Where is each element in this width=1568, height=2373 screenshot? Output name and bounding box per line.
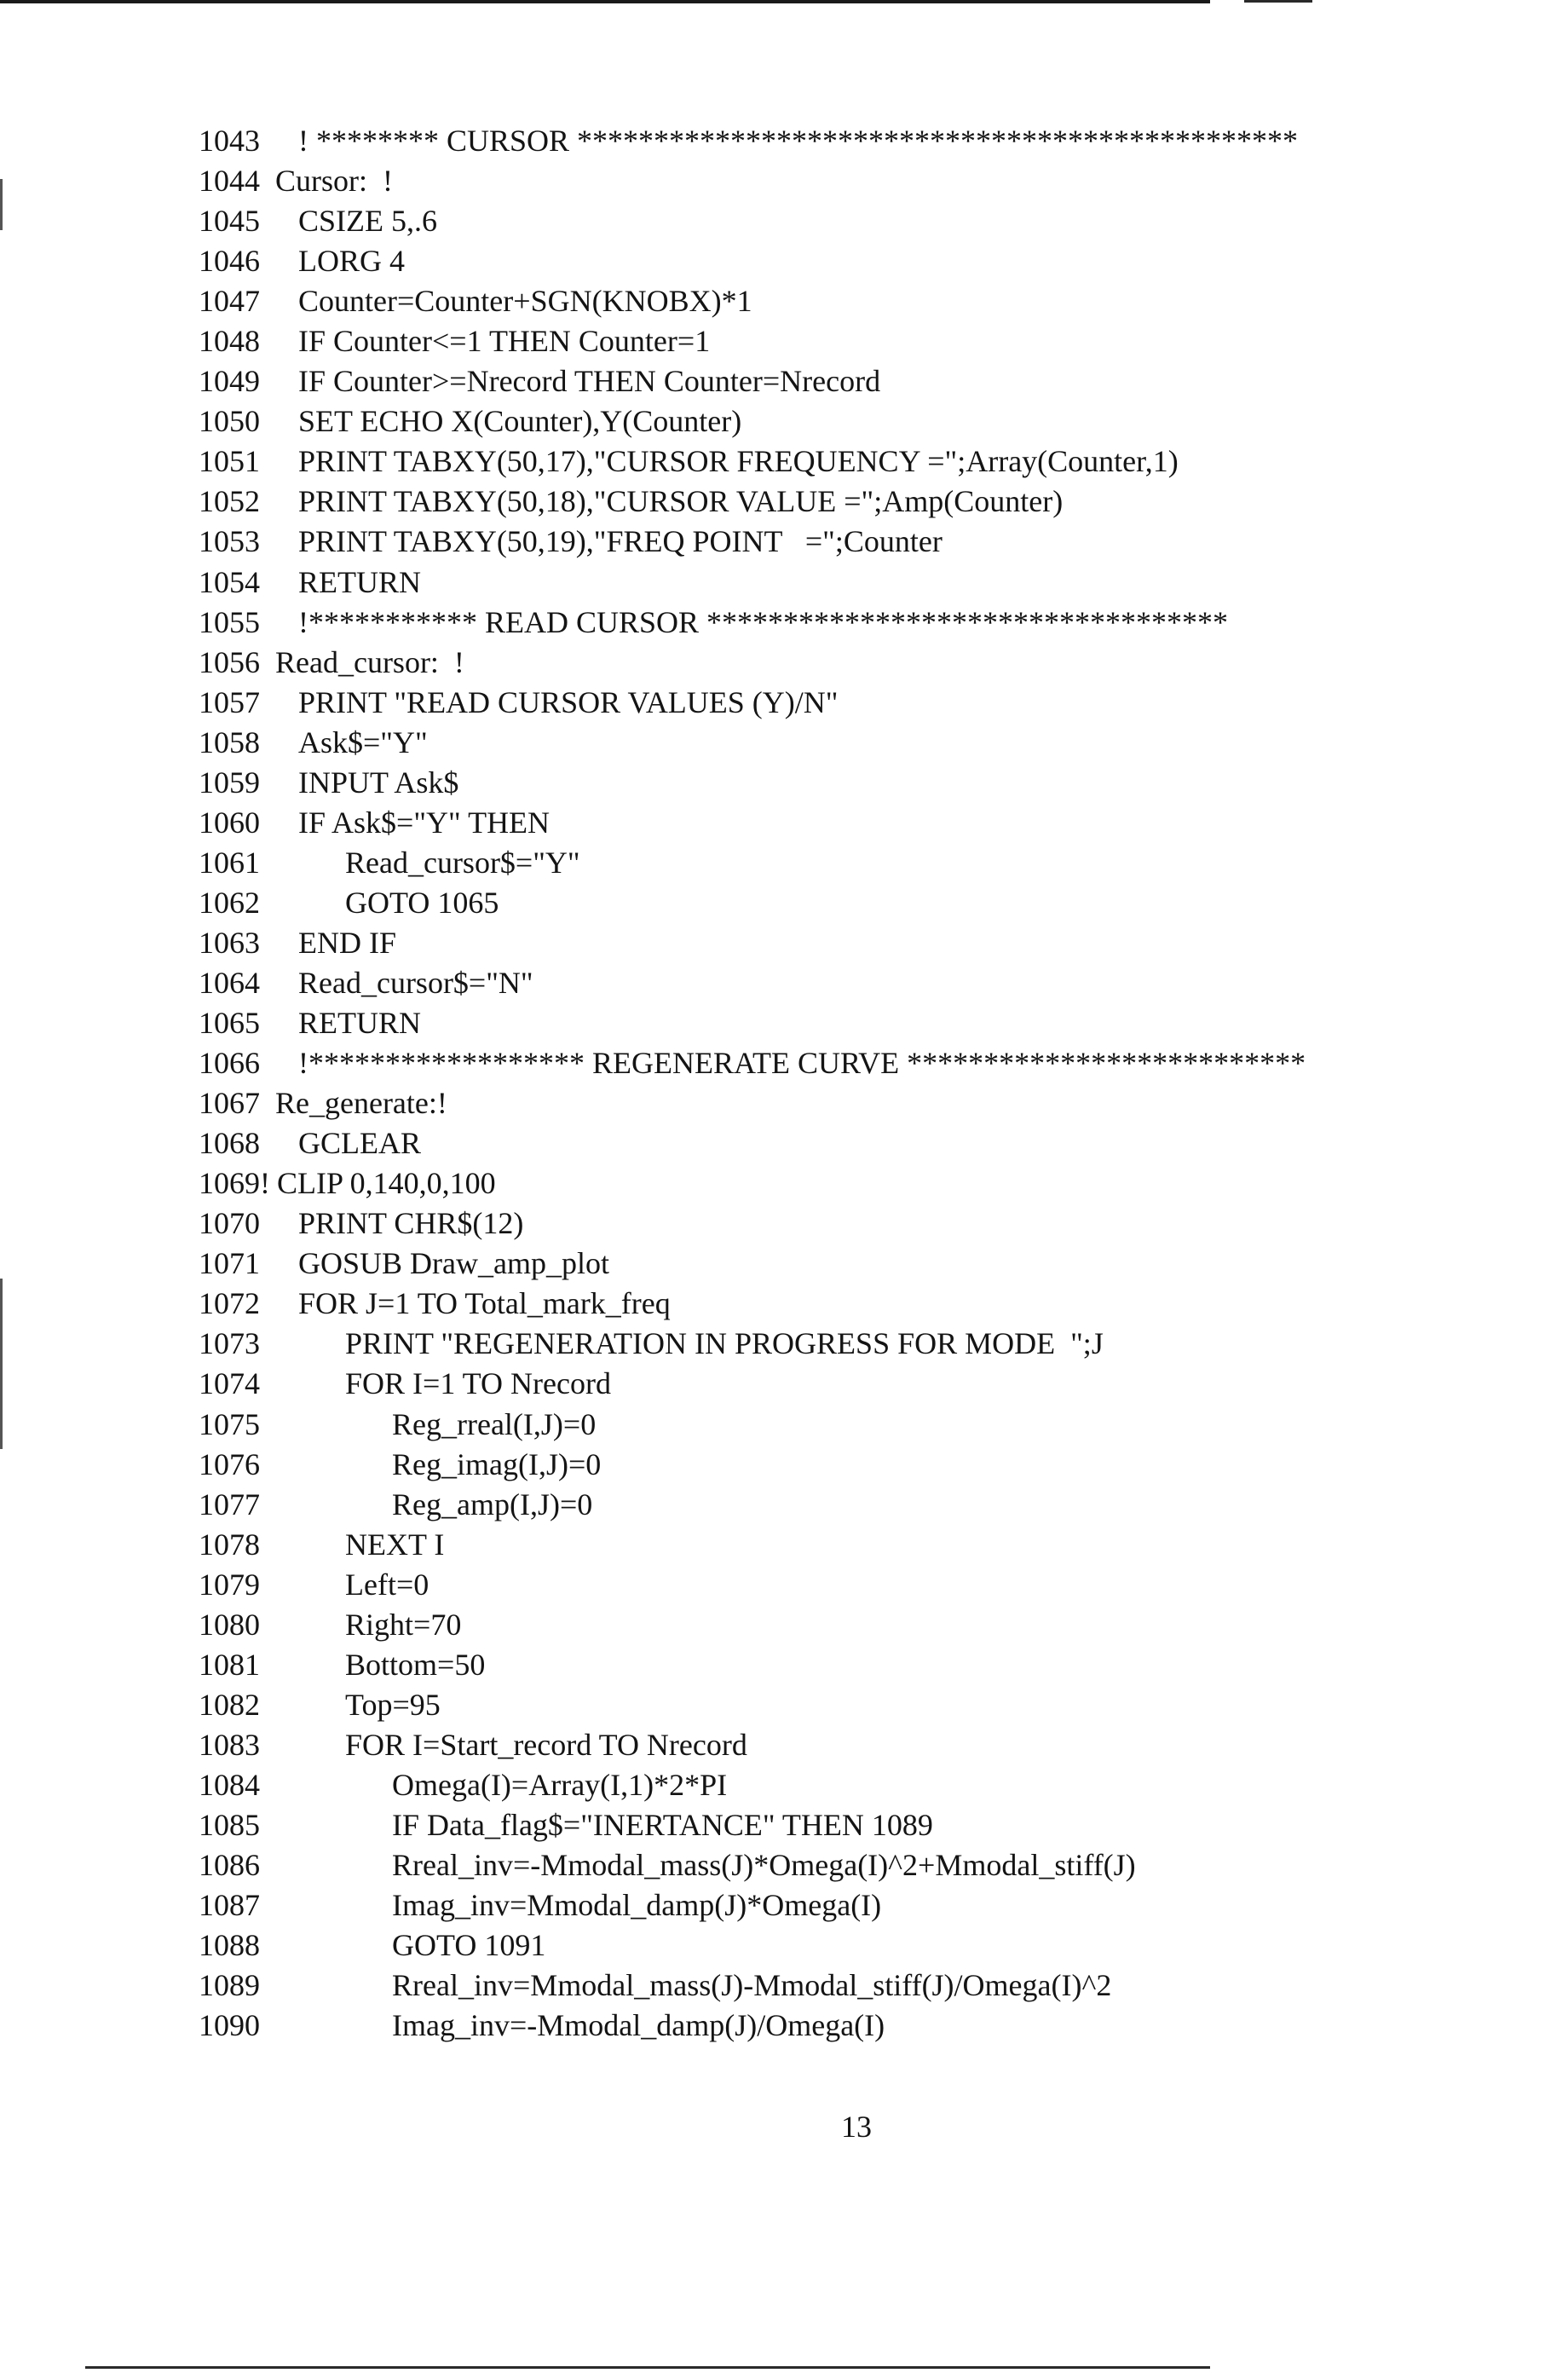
line-code: !*********** READ CURSOR ********************************** [298, 604, 1229, 639]
code-line [199, 923, 1528, 963]
code-line [199, 442, 1528, 482]
line-code: Read_cursor$="Y" [345, 845, 580, 880]
code-line [199, 723, 1528, 763]
code-line [199, 643, 1528, 683]
line-code: Re_generate:! [275, 1086, 447, 1121]
line-number: 1084 [199, 1767, 260, 1802]
code-line [199, 321, 1528, 361]
line-code: FOR J=1 TO Total_mark_freq [298, 1286, 671, 1321]
margin-mark [0, 1279, 3, 1449]
line-code: Imag_inv=Mmodal_damp(J)*Omega(I) [392, 1888, 882, 1923]
code-line [199, 1445, 1528, 1485]
code-listing [199, 121, 1528, 2046]
code-line [199, 1645, 1528, 1685]
line-code: PRINT TABXY(50,19),"FREQ POINT =";Counter [298, 524, 943, 559]
scan-bottom-rule [85, 2366, 1210, 2369]
line-code: Reg_imag(I,J)=0 [392, 1446, 602, 1481]
line-number: 1080 [199, 1607, 260, 1642]
code-line [199, 803, 1528, 843]
line-code: !****************** REGENERATE CURVE ************************** [298, 1046, 1306, 1081]
line-code: Omega(I)=Array(I,1)*2*PI [392, 1767, 728, 1802]
line-number: 1052 [199, 484, 260, 519]
line-number: 1061 [199, 845, 260, 880]
line-code: PRINT TABXY(50,17),"CURSOR FREQUENCY =";Array(Counter,1) [298, 444, 1179, 479]
line-number: 1070 [199, 1206, 260, 1241]
code-line [199, 1725, 1528, 1765]
line-code: Left=0 [345, 1567, 429, 1602]
line-code: NEXT I [345, 1527, 445, 1562]
code-line [199, 1485, 1528, 1525]
line-number: 1068 [199, 1126, 260, 1161]
line-code: Cursor: ! [275, 164, 393, 199]
line-code: IF Counter<=1 THEN Counter=1 [298, 324, 711, 359]
line-code: INPUT Ask$ [298, 765, 459, 800]
line-number: 1087 [199, 1888, 260, 1923]
line-code: IF Ask$="Y" THEN [298, 805, 551, 840]
code-line [199, 1003, 1528, 1043]
line-number: 1048 [199, 324, 260, 359]
code-line [199, 1685, 1528, 1725]
line-number: 1089 [199, 1968, 260, 2003]
line-code: Rreal_inv=Mmodal_mass(J)-Mmodal_stiff(J)/Omega(I)^2 [392, 1968, 1112, 2003]
line-code: Bottom=50 [345, 1647, 486, 1682]
code-line [199, 1805, 1528, 1845]
line-code: FOR I=1 TO Nrecord [345, 1366, 611, 1401]
line-code: END IF [298, 925, 396, 960]
line-code: GOSUB Draw_amp_plot [298, 1246, 609, 1281]
line-number: 1044 [199, 164, 260, 199]
line-number: 1069! [199, 1166, 270, 1201]
line-code: Imag_inv=-Mmodal_damp(J)/Omega(I) [392, 2008, 885, 2043]
code-line [199, 603, 1528, 643]
line-code: Counter=Counter+SGN(KNOBX)*1 [298, 284, 752, 319]
code-line [199, 121, 1528, 161]
line-number: 1051 [199, 444, 260, 479]
code-line [199, 1043, 1528, 1083]
line-number: 1072 [199, 1286, 260, 1321]
line-number: 1073 [199, 1326, 260, 1361]
line-code: PRINT "REGENERATION IN PROGRESS FOR MODE ";J [345, 1326, 1104, 1361]
line-code: RETURN [298, 564, 421, 599]
line-code: Top=95 [345, 1687, 441, 1722]
line-number: 1055 [199, 604, 260, 639]
line-code: PRINT CHR$(12) [298, 1206, 524, 1241]
code-line [199, 1083, 1528, 1123]
line-code: GOTO 1065 [345, 885, 499, 920]
line-code: IF Data_flag$="INERTANCE" THEN 1089 [392, 1807, 933, 1842]
code-line [199, 161, 1528, 201]
line-number: 1060 [199, 805, 260, 840]
page-number: 13 [841, 2110, 872, 2144]
line-code: PRINT "READ CURSOR VALUES (Y)/N" [298, 684, 839, 719]
line-code: ! ******** CURSOR *********************************************** [298, 124, 1299, 158]
line-number: 1079 [199, 1567, 260, 1602]
line-number: 1047 [199, 284, 260, 319]
code-line [199, 1966, 1528, 2006]
line-code: Reg_amp(I,J)=0 [392, 1487, 593, 1521]
line-number: 1049 [199, 364, 260, 399]
line-number: 1064 [199, 965, 260, 1000]
line-number: 1054 [199, 564, 260, 599]
line-code: CSIZE 5,.6 [298, 204, 438, 239]
code-line [199, 1405, 1528, 1445]
code-line [199, 843, 1528, 883]
margin-mark [0, 179, 3, 230]
code-line [199, 1885, 1528, 1926]
code-line [199, 482, 1528, 522]
code-line [199, 1565, 1528, 1605]
line-number: 1056 [199, 644, 260, 679]
line-number: 1043 [199, 124, 260, 158]
line-code: Read_cursor$="N" [298, 965, 533, 1000]
line-number: 1082 [199, 1687, 260, 1722]
line-number: 1067 [199, 1086, 260, 1121]
line-code: GCLEAR [298, 1126, 421, 1161]
code-line [199, 963, 1528, 1003]
line-number: 1085 [199, 1807, 260, 1842]
code-line [199, 361, 1528, 401]
code-line [199, 1123, 1528, 1163]
code-line [199, 1364, 1528, 1404]
line-code: IF Counter>=Nrecord THEN Counter=Nrecord [298, 364, 881, 399]
line-number: 1090 [199, 2008, 260, 2043]
line-code: PRINT TABXY(50,18),"CURSOR VALUE =";Amp(Counter) [298, 484, 1064, 519]
code-line [199, 763, 1528, 803]
line-code: GOTO 1091 [392, 1928, 546, 1963]
line-number: 1050 [199, 404, 260, 439]
line-number: 1046 [199, 244, 260, 279]
line-number: 1057 [199, 684, 260, 719]
line-number: 1058 [199, 725, 260, 759]
code-line [199, 1926, 1528, 1966]
line-code: LORG 4 [298, 244, 405, 279]
line-code: Ask$="Y" [298, 725, 428, 759]
line-code: SET ECHO X(Counter),Y(Counter) [298, 404, 742, 439]
code-line [199, 522, 1528, 562]
scan-top-rule [0, 0, 1210, 3]
line-code: CLIP 0,140,0,100 [277, 1166, 496, 1201]
code-line [199, 1605, 1528, 1645]
line-number: 1045 [199, 204, 260, 239]
line-number: 1081 [199, 1647, 260, 1682]
code-line [199, 2006, 1528, 2046]
code-line [199, 563, 1528, 603]
code-line [199, 1163, 1528, 1204]
line-number: 1063 [199, 925, 260, 960]
line-number: 1059 [199, 765, 260, 800]
line-number: 1066 [199, 1046, 260, 1081]
line-code: RETURN [298, 1006, 421, 1041]
code-line [199, 1845, 1528, 1885]
scan-top-rule-tail [1244, 0, 1312, 3]
line-number: 1086 [199, 1848, 260, 1883]
code-line [199, 883, 1528, 923]
line-number: 1088 [199, 1928, 260, 1963]
code-line [199, 1284, 1528, 1324]
line-code: FOR I=Start_record TO Nrecord [345, 1727, 747, 1762]
code-line [199, 201, 1528, 241]
code-line [199, 1525, 1528, 1565]
line-number: 1077 [199, 1487, 260, 1521]
line-number: 1075 [199, 1406, 260, 1441]
line-number: 1074 [199, 1366, 260, 1401]
line-number: 1071 [199, 1246, 260, 1281]
code-line [199, 241, 1528, 281]
line-number: 1076 [199, 1446, 260, 1481]
line-number: 1078 [199, 1527, 260, 1562]
code-line [199, 1324, 1528, 1364]
code-line [199, 401, 1528, 442]
line-number: 1062 [199, 885, 260, 920]
code-line [199, 683, 1528, 723]
line-number: 1065 [199, 1006, 260, 1041]
code-line [199, 281, 1528, 321]
line-number: 1083 [199, 1727, 260, 1762]
line-code: Reg_rreal(I,J)=0 [392, 1406, 597, 1441]
line-code: Right=70 [345, 1607, 462, 1642]
line-code: Rreal_inv=-Mmodal_mass(J)*Omega(I)^2+Mmodal_stiff(J) [392, 1848, 1136, 1883]
code-line [199, 1765, 1528, 1805]
code-line [199, 1204, 1528, 1244]
line-code: Read_cursor: ! [275, 644, 464, 679]
code-line [199, 1244, 1528, 1284]
line-number: 1053 [199, 524, 260, 559]
